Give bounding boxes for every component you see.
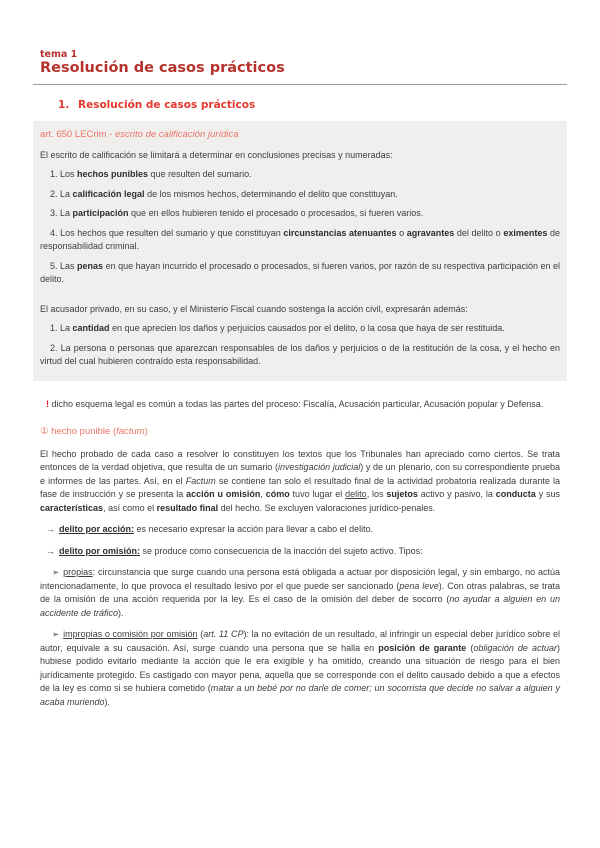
civil-clause-1: 1. La cantidad en que aprecien los daños y perjuicios causados por el delito, o la cosa que haya de ser restituida. — [50, 323, 505, 334]
section-number: 1. — [58, 98, 70, 111]
bullet-delito-por-accion — [40, 523, 560, 537]
document-header — [40, 50, 560, 85]
section-title: Resolución de casos prácticos — [78, 98, 256, 111]
article-clause-2: 2. La calificación legal de los mismos hechos, determinando el delito que constituyan. — [50, 188, 398, 199]
doc-title: Resolución de casos prácticos — [40, 59, 285, 76]
bullet-text: delito por acción: es necesario expresar la acción para llevar a cabo el delito. — [59, 524, 374, 535]
bullet-text: impropias o comisión por omisión (art. 11 CP): la no evitación de un resultado, al infringir un especial deber jurídico sobre el autor, equivale a su causación. Así, surge cuando una persona que se halla en posición de garante (obligación de actuar) hubiese podido evitarlo mediante la acción que le era exigible y ha omitido, creando una situación de riesgo para el bien jurídicamente protegido. Es castigado con mayor pena, aquella que se corresponde con el delito causado debido a que a efectos de la ley es como si se hubiera cometido (matar a un bebé por no darle de comer; un socorrista que decide no salvar a alguien y acaba muriendo). — [40, 629, 560, 707]
sub-bullet-impropias — [40, 628, 560, 709]
note-paragraph: ! dicho esquema legal es común a todas las partes del proceso: Fiscalía, Acusación particular, Acusación popular y Defensa. — [46, 398, 544, 409]
arrow-right-icon: → — [46, 545, 55, 556]
bullet-text: delito por omisión: se produce como consecuencia de la inacción del sujeto activo. Tipos: — [59, 545, 423, 556]
article-clause-4: 4. Los hechos que resulten del sumario y que constituyan circunstancias atenuantes o agravantes del delito o eximentes de responsabilidad criminal. — [40, 227, 560, 252]
article-clause-1: 1. Los hechos punibles que resulten del sumario. — [50, 169, 252, 180]
sub-bullet-propias — [40, 566, 560, 620]
civil-action-intro: El acusador privado, en su caso, y el Ministerio Fiscal cuando sostenga la acción civil, expresarán además: — [40, 303, 468, 314]
article-clause-5: 5. Las penas en que hayan incurrido el procesado o procesados, si fueren varios, por razón de su respectiva participación en el delito. — [40, 260, 560, 285]
article-clause-3: 3. La participación que en ellos hubieren tenido el procesado o procesados, si fueren varios. — [50, 208, 424, 219]
lecrim-article-box — [33, 121, 567, 380]
arrowhead-icon: ➢ — [52, 567, 60, 578]
article-intro: El escrito de calificación se limitará a determinar en conclusiones precisas y numeradas: — [40, 149, 393, 160]
arrow-right-icon: → — [46, 524, 55, 535]
header-divider — [33, 84, 567, 85]
section-heading — [58, 99, 560, 112]
civil-clause-2: 2. La persona o personas que aparezcan responsables de los daños y perjuicios o de la restitución de la cosa, y el hecho en virtud del cual hubieren contraído esta responsabilidad. — [40, 342, 560, 367]
article-banner: art. 650 LECrim - escrito de calificación jurídica — [40, 129, 239, 141]
bullet-text: propias: circunstancia que surge cuando una persona está obligada a actuar por disposición legal, y sin embargo, no actúa intencionadamente, lo que provoca el resultado lesivo por el que puede ser sancionado (pena leve). Con otras palabras, se trata de la omisión de una acción requerida por la ley. Es el caso de la omisión del deber de socorro (no ayudar a alguien en un accidente de tráfico). — [40, 567, 560, 618]
factum-heading: ① hecho punible (factum) — [40, 426, 148, 438]
bullet-delito-por-omision — [40, 545, 560, 559]
arrowhead-icon: ➢ — [52, 629, 60, 640]
doc-subtitle: tema 1 — [40, 49, 78, 60]
factum-paragraph: El hecho probado de cada caso a resolver lo constituyen los textos que los Tribunales han apreciado como ciertos. Se trata entonces de la verdad objetiva, que resulta de un sumario (investigación judicial) y de un plenario, con su correspondiente prueba e informes de las partes. Así, en el Factum se contiene tan solo el resultado final de la actividad probatoria realizada durante la fase de instrucción y se presenta la acción u omisión, cómo tuvo lugar el delito, los sujetos activo y pasivo, la conducta y sus características, así como el resultado final del hecho. Se excluyen valoraciones jurídico-penales. — [40, 448, 561, 513]
